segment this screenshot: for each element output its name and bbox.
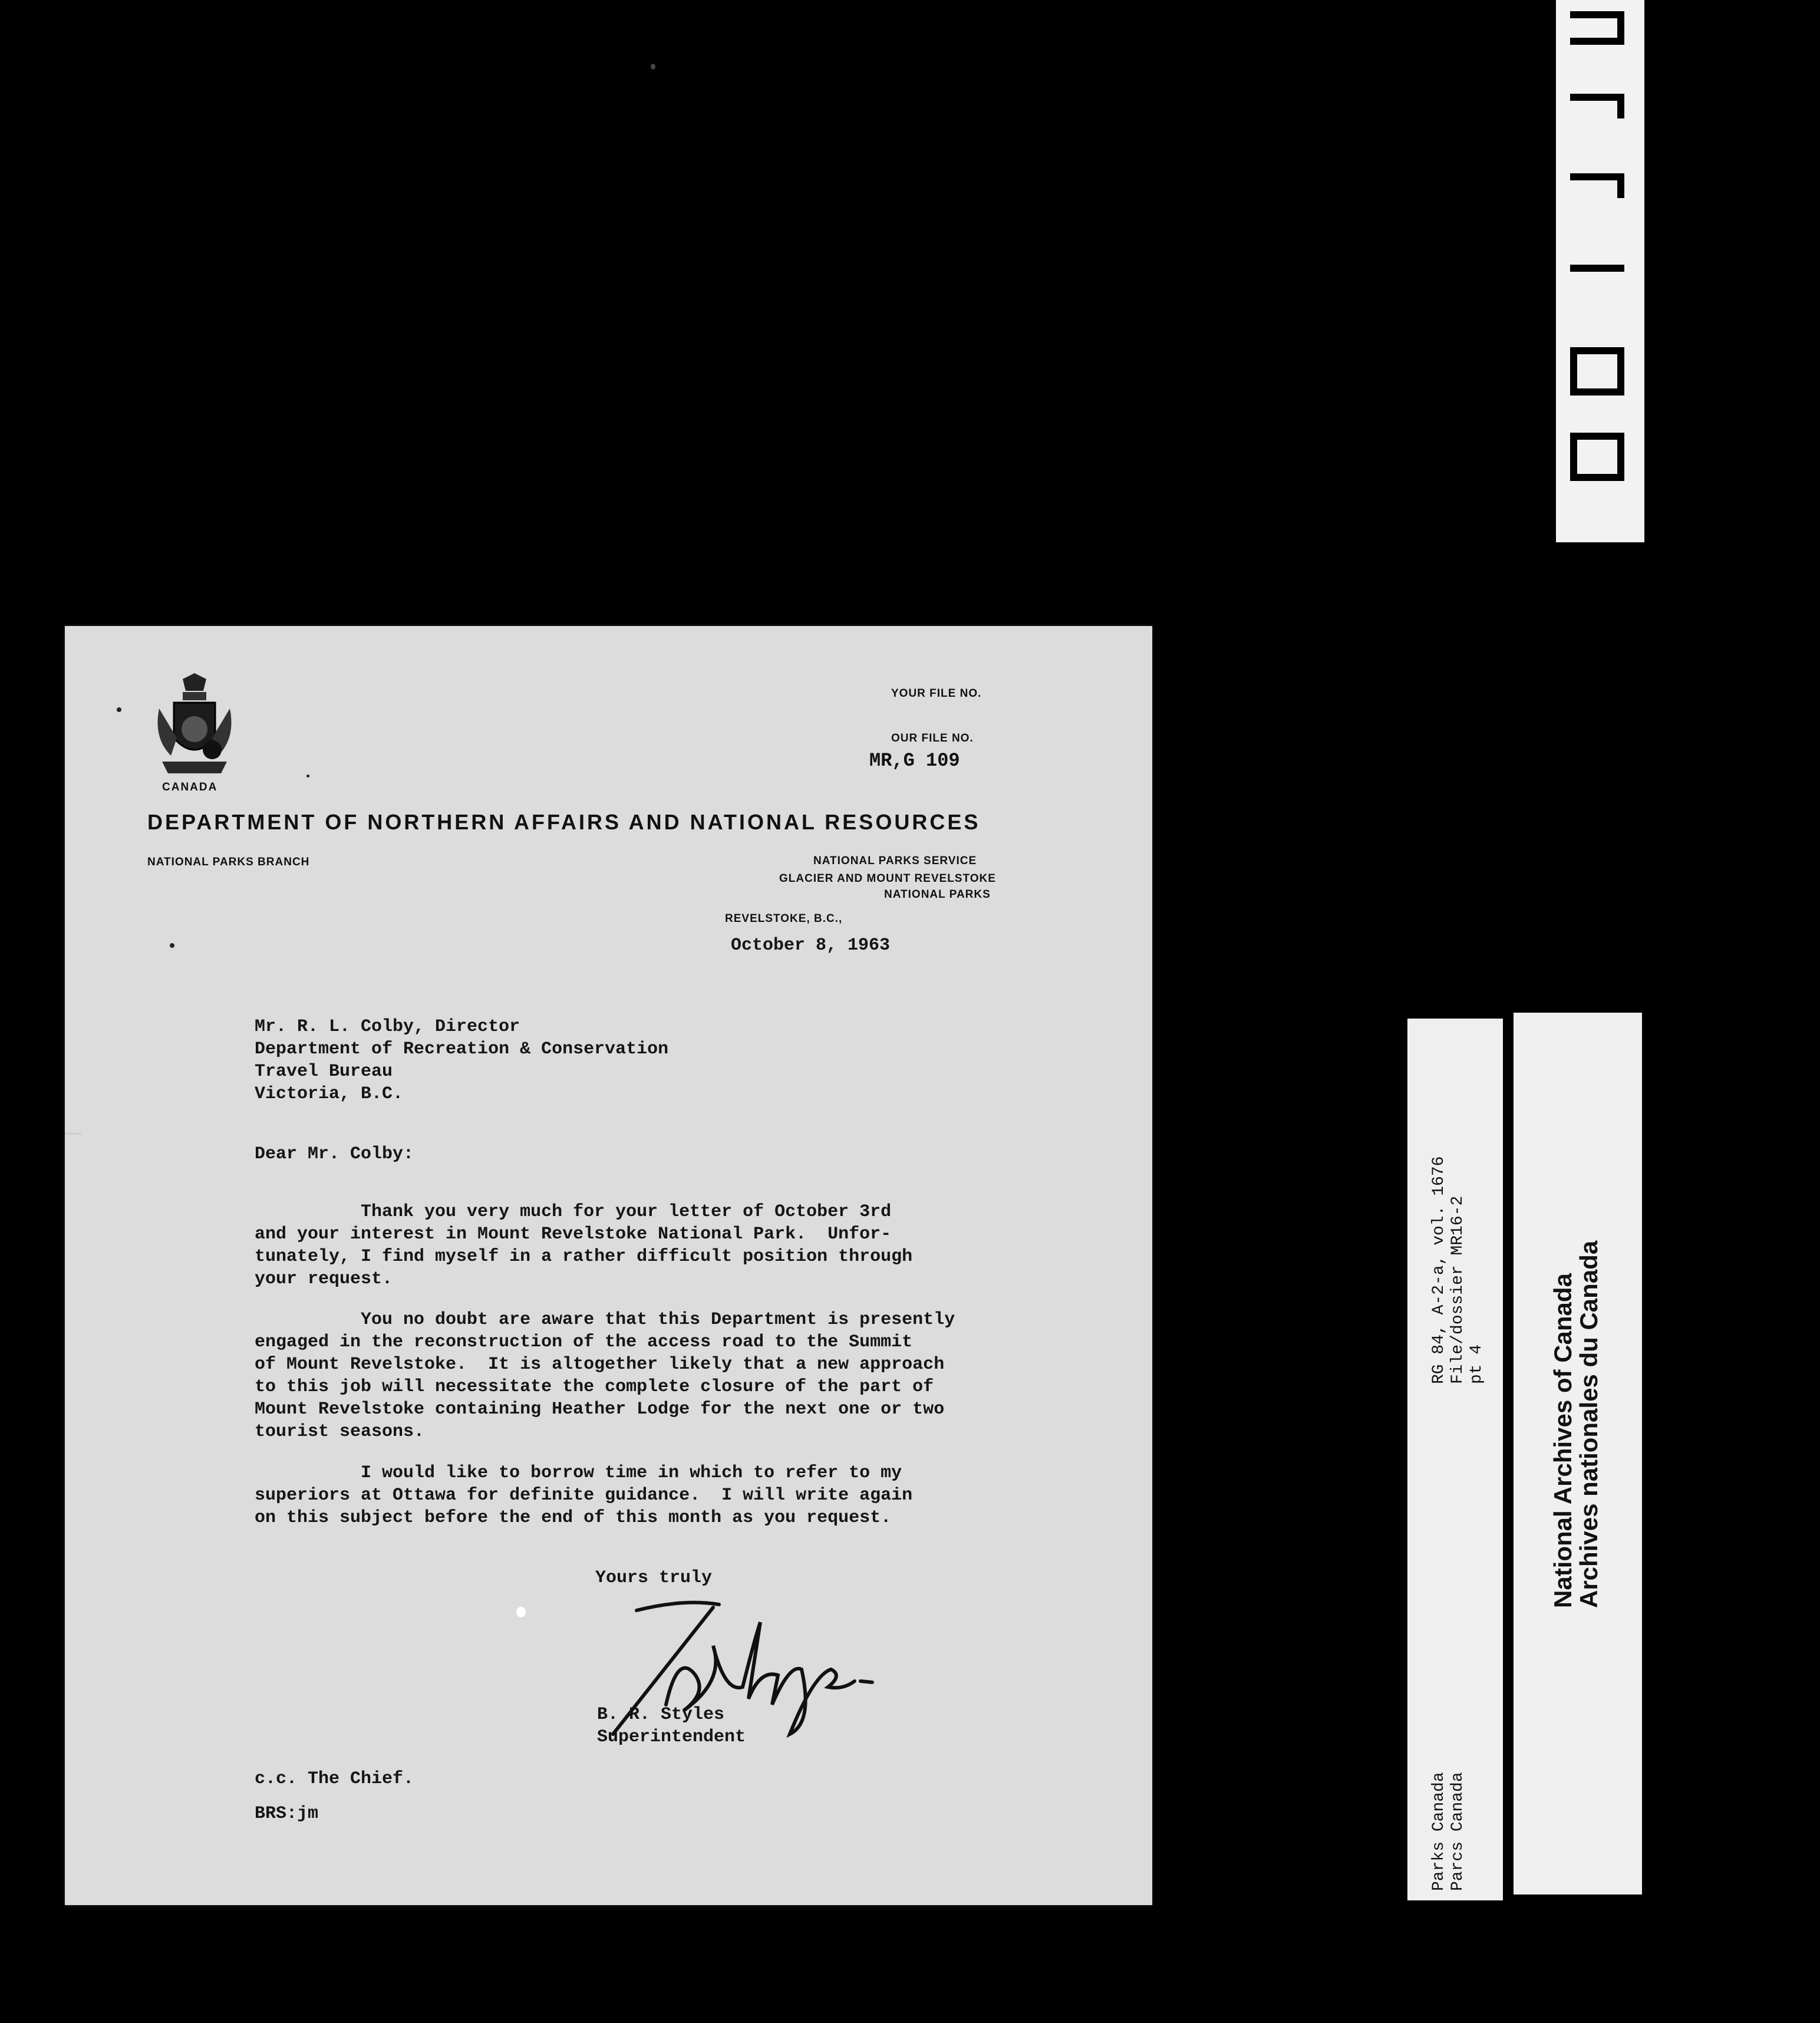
punch-hole-speck — [306, 775, 309, 777]
recipient-line-4: Victoria, B.C. — [255, 1084, 404, 1104]
recipient-line-1: Mr. R. L. Colby, Director — [255, 1017, 520, 1037]
paragraph-1-line-3: tunately, I find myself in a rather difficult position through — [255, 1247, 913, 1267]
paragraph-1-line-2: and your interest in Mount Revelstoke National Park. Unfor- — [255, 1224, 892, 1244]
salutation: Dear Mr. Colby: — [255, 1144, 414, 1164]
our-file-label: OUR FILE NO. — [891, 732, 974, 744]
agency-line-1: Parks Canada — [1430, 1772, 1448, 1891]
page-edge-mark — [65, 1133, 81, 1135]
service-line-1: NATIONAL PARKS SERVICE — [813, 855, 977, 867]
paragraph-1-line-1: Thank you very much for your letter of October 3rd — [255, 1202, 892, 1222]
reference-line-2: File/dossier MR16-2 — [1449, 1195, 1467, 1384]
signer-name: B. R. Styles — [597, 1705, 725, 1725]
paragraph-2-line-6: tourist seasons. — [255, 1422, 425, 1442]
signer-title: Superintendent — [597, 1727, 746, 1747]
reference-line-3: pt 4 — [1468, 1344, 1486, 1384]
paragraph-1-line-4: your request. — [255, 1269, 393, 1289]
closing: Yours truly — [595, 1568, 713, 1588]
canada-coat-of-arms-icon — [150, 673, 239, 779]
paragraph-2-line-3: of Mount Revelstoke. It is altogether likely that a new approach — [255, 1355, 945, 1375]
national-archives-tag — [1514, 1013, 1642, 1894]
paragraph-2-line-5: Mount Revelstoke containing Heather Lodge for the next one or two — [255, 1399, 945, 1419]
typist-initials: BRS:jm — [255, 1804, 319, 1824]
service-line-2: GLACIER AND MOUNT REVELSTOKE — [779, 872, 996, 885]
agency-line-2: Parcs Canada — [1449, 1772, 1467, 1891]
paragraph-3-line-3: on this subject before the end of this month as you request. — [255, 1508, 892, 1528]
paragraph-3-line-2: superiors at Ottawa for definite guidance. I will write again — [255, 1485, 913, 1505]
letter-page — [65, 626, 1152, 1905]
recipient-line-3: Travel Bureau — [255, 1062, 393, 1082]
paragraph-3-line-1: I would like to borrow time in which to refer to my — [255, 1463, 902, 1483]
cc-line: c.c. The Chief. — [255, 1769, 414, 1789]
paragraph-2-line-1: You no doubt are aware that this Department is presently — [255, 1310, 955, 1330]
glare-spot — [516, 1607, 526, 1617]
paragraph-2-line-4: to this job will necessitate the complete closure of the part of — [255, 1377, 934, 1397]
service-line-3: NATIONAL PARKS — [884, 888, 991, 901]
department-heading: DEPARTMENT OF NORTHERN AFFAIRS AND NATIONAL RESOURCES — [147, 810, 981, 834]
reference-line-1: RG 84, A-2-a, vol. 1676 — [1430, 1156, 1448, 1384]
punch-hole-speck — [117, 707, 121, 712]
letter-date: October 8, 1963 — [731, 935, 891, 956]
archives-line-en: National Archives of Canada — [1549, 1273, 1577, 1608]
archive-reference-tag — [1407, 1019, 1503, 1900]
your-file-label: YOUR FILE NO. — [891, 687, 982, 700]
paragraph-2-line-2: engaged in the reconstruction of the access road to the Summit — [255, 1332, 913, 1352]
film-frame-number-strip — [1556, 0, 1644, 542]
film-dust-speck — [651, 64, 655, 70]
location-label: REVELSTOKE, B.C., — [725, 912, 843, 925]
punch-hole-speck — [170, 943, 174, 948]
branch-label: NATIONAL PARKS BRANCH — [147, 856, 310, 868]
crest-caption: CANADA — [162, 781, 218, 793]
our-file-value: MR,G 109 — [869, 750, 960, 772]
recipient-line-2: Department of Recreation & Conservation — [255, 1039, 669, 1059]
archives-line-fr: Archives nationales du Canada — [1575, 1240, 1603, 1608]
seven-segment-digit-icon — [1556, 0, 1644, 542]
